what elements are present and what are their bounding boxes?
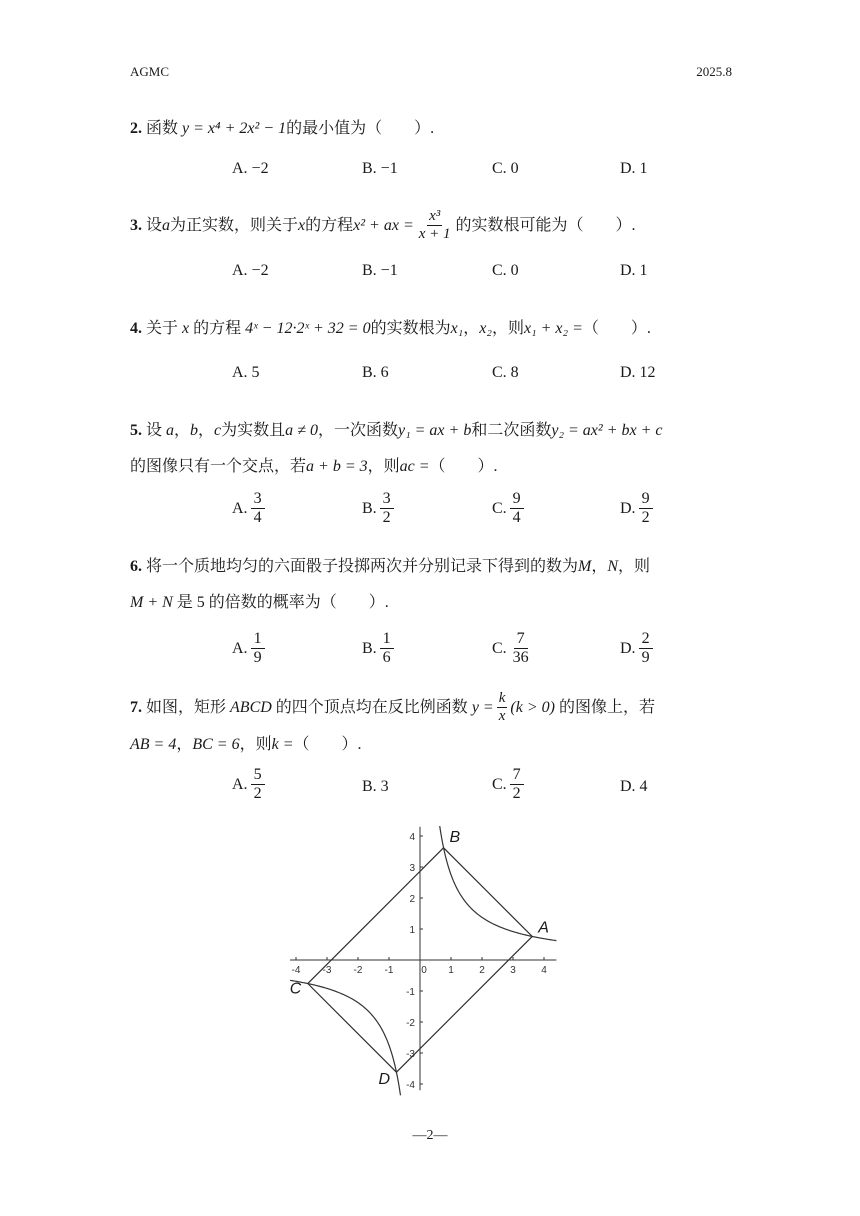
option-a: A. −2 — [232, 160, 269, 177]
x-tick-label: 3 — [510, 965, 516, 976]
question-7-line-1: 7. 如图，矩形 ABCD 的四个顶点均在反比例函数 y = $\frac{k}{x}$ (k > 0) 的图像上，若 — [130, 690, 655, 724]
question-3-options — [0, 262, 860, 308]
question-number: 3. — [130, 216, 142, 234]
option-b: B. $\frac{1}{6}$ — [362, 630, 397, 667]
question-6-line-1: 6. 将一个质地均匀的六面骰子投掷两次并分别记录下得到的数为M，N，则 — [130, 558, 651, 575]
question-3: 3. 设 a 为正实数，则关于 x 的方程 x² + ax = $\frac{\text{x³}}{x + 1}$ 的实数根可能为（ ）. — [130, 208, 636, 242]
x-tick-label: -3 — [322, 965, 332, 976]
option-b: B. $\frac{3}{2}$ — [362, 490, 397, 527]
option-b: B. 6 — [362, 364, 389, 381]
equation: 4ˣ − 12·2ˣ + 32 = 0 — [245, 320, 371, 337]
fraction: $\frac{\text{x³}}{x + 1}$ — [418, 208, 451, 242]
fraction: $\frac{k}{x}$ — [498, 690, 506, 724]
option-a: A. $\frac{3}{4}$ — [232, 490, 268, 527]
x-tick-label: -4 — [291, 965, 301, 976]
option-d: D. 1 — [620, 160, 648, 177]
question-4-options — [0, 364, 860, 410]
y-tick-label: -4 — [406, 1080, 415, 1091]
option-c: C. $\frac{7}{36}$ — [492, 630, 529, 666]
page-number: —2— — [412, 1128, 448, 1143]
option-d: D. $\frac{2}{9}$ — [620, 630, 656, 667]
x-tick-label: 0 — [421, 965, 427, 976]
option-a: A. $\frac{1}{9}$ — [232, 630, 268, 667]
option-c: C. $\frac{9}{4}$ — [492, 490, 527, 527]
x-tick-label: 1 — [448, 965, 454, 976]
y-tick-label: -1 — [406, 987, 415, 998]
option-b: B. −1 — [362, 262, 398, 279]
point-label-d: D — [378, 1071, 391, 1089]
question-6-line-2: M + N 是 5 的倍数的概率为（ ）. — [130, 594, 389, 611]
option-d: D. 1 — [620, 262, 648, 279]
question-2: 2. 函数 y = x⁴ + 2x² − 1的最小值为（ ）. — [130, 120, 435, 137]
option-b: B. −1 — [362, 160, 398, 177]
equation: y = x⁴ + 2x² − 1 — [182, 120, 287, 137]
hyperbola-rectangle-figure — [290, 826, 580, 1102]
question-number: 2. — [130, 120, 142, 137]
question-5-line-1: 5. 设 a，b，c为实数且a ≠ 0，一次函数y₁ = ax + b和二次函数y₂ = ax² + bx + c — [130, 422, 663, 439]
option-d: D. 4 — [620, 778, 648, 795]
y-tick-label: -2 — [406, 1018, 415, 1029]
question-number: 4. — [130, 320, 142, 337]
x-tick-label: 4 — [541, 965, 547, 976]
question-number: 6. — [130, 558, 142, 575]
option-a: A. 5 — [232, 364, 260, 381]
x-tick-label: 2 — [479, 965, 485, 976]
y-tick-label: -3 — [406, 1049, 415, 1060]
option-c: C. 8 — [492, 364, 519, 381]
point-label-c: C — [290, 980, 302, 998]
point-label-a: A — [538, 919, 549, 937]
x-tick-label: -2 — [353, 965, 363, 976]
question-number: 7. — [130, 698, 142, 716]
option-c: C. 0 — [492, 262, 519, 279]
equation-lhs: x² + ax = — [353, 216, 414, 234]
point-label-b: B — [449, 828, 461, 846]
question-5-line-2: 的图像只有一个交点，若a + b = 3，则ac =（ ）. — [130, 458, 498, 475]
option-c: C. $\frac{7}{2}$ — [492, 766, 527, 803]
question-7-line-2: AB = 4，BC = 6，则k =（ ）. — [130, 736, 362, 753]
y-tick-label: 2 — [409, 894, 415, 905]
y-tick-label: 4 — [409, 832, 415, 843]
y-tick-label: 3 — [409, 863, 415, 874]
y-tick-label: 1 — [409, 925, 415, 936]
option-d: D. 12 — [620, 364, 656, 381]
question-4: 4. 关于 x 的方程 4ˣ − 12·2ˣ + 32 = 0的实数根为x₁，x₂，则x₁ + x₂ =（ ）. — [130, 320, 651, 337]
option-d: D. $\frac{9}{2}$ — [620, 490, 656, 527]
option-a: A. −2 — [232, 262, 269, 279]
question-7-options — [0, 766, 860, 812]
header-right: 2025.8 — [696, 64, 732, 79]
question-5-options — [0, 490, 860, 536]
question-2-options — [0, 160, 860, 206]
header-left: AGMC — [130, 64, 170, 79]
option-b: B. 3 — [362, 778, 389, 795]
option-c: C. 0 — [492, 160, 519, 177]
option-a: A. $\frac{5}{2}$ — [232, 766, 268, 803]
question-number: 5. — [130, 422, 142, 439]
x-tick-label: -1 — [384, 965, 394, 976]
question-6-options — [0, 630, 860, 676]
